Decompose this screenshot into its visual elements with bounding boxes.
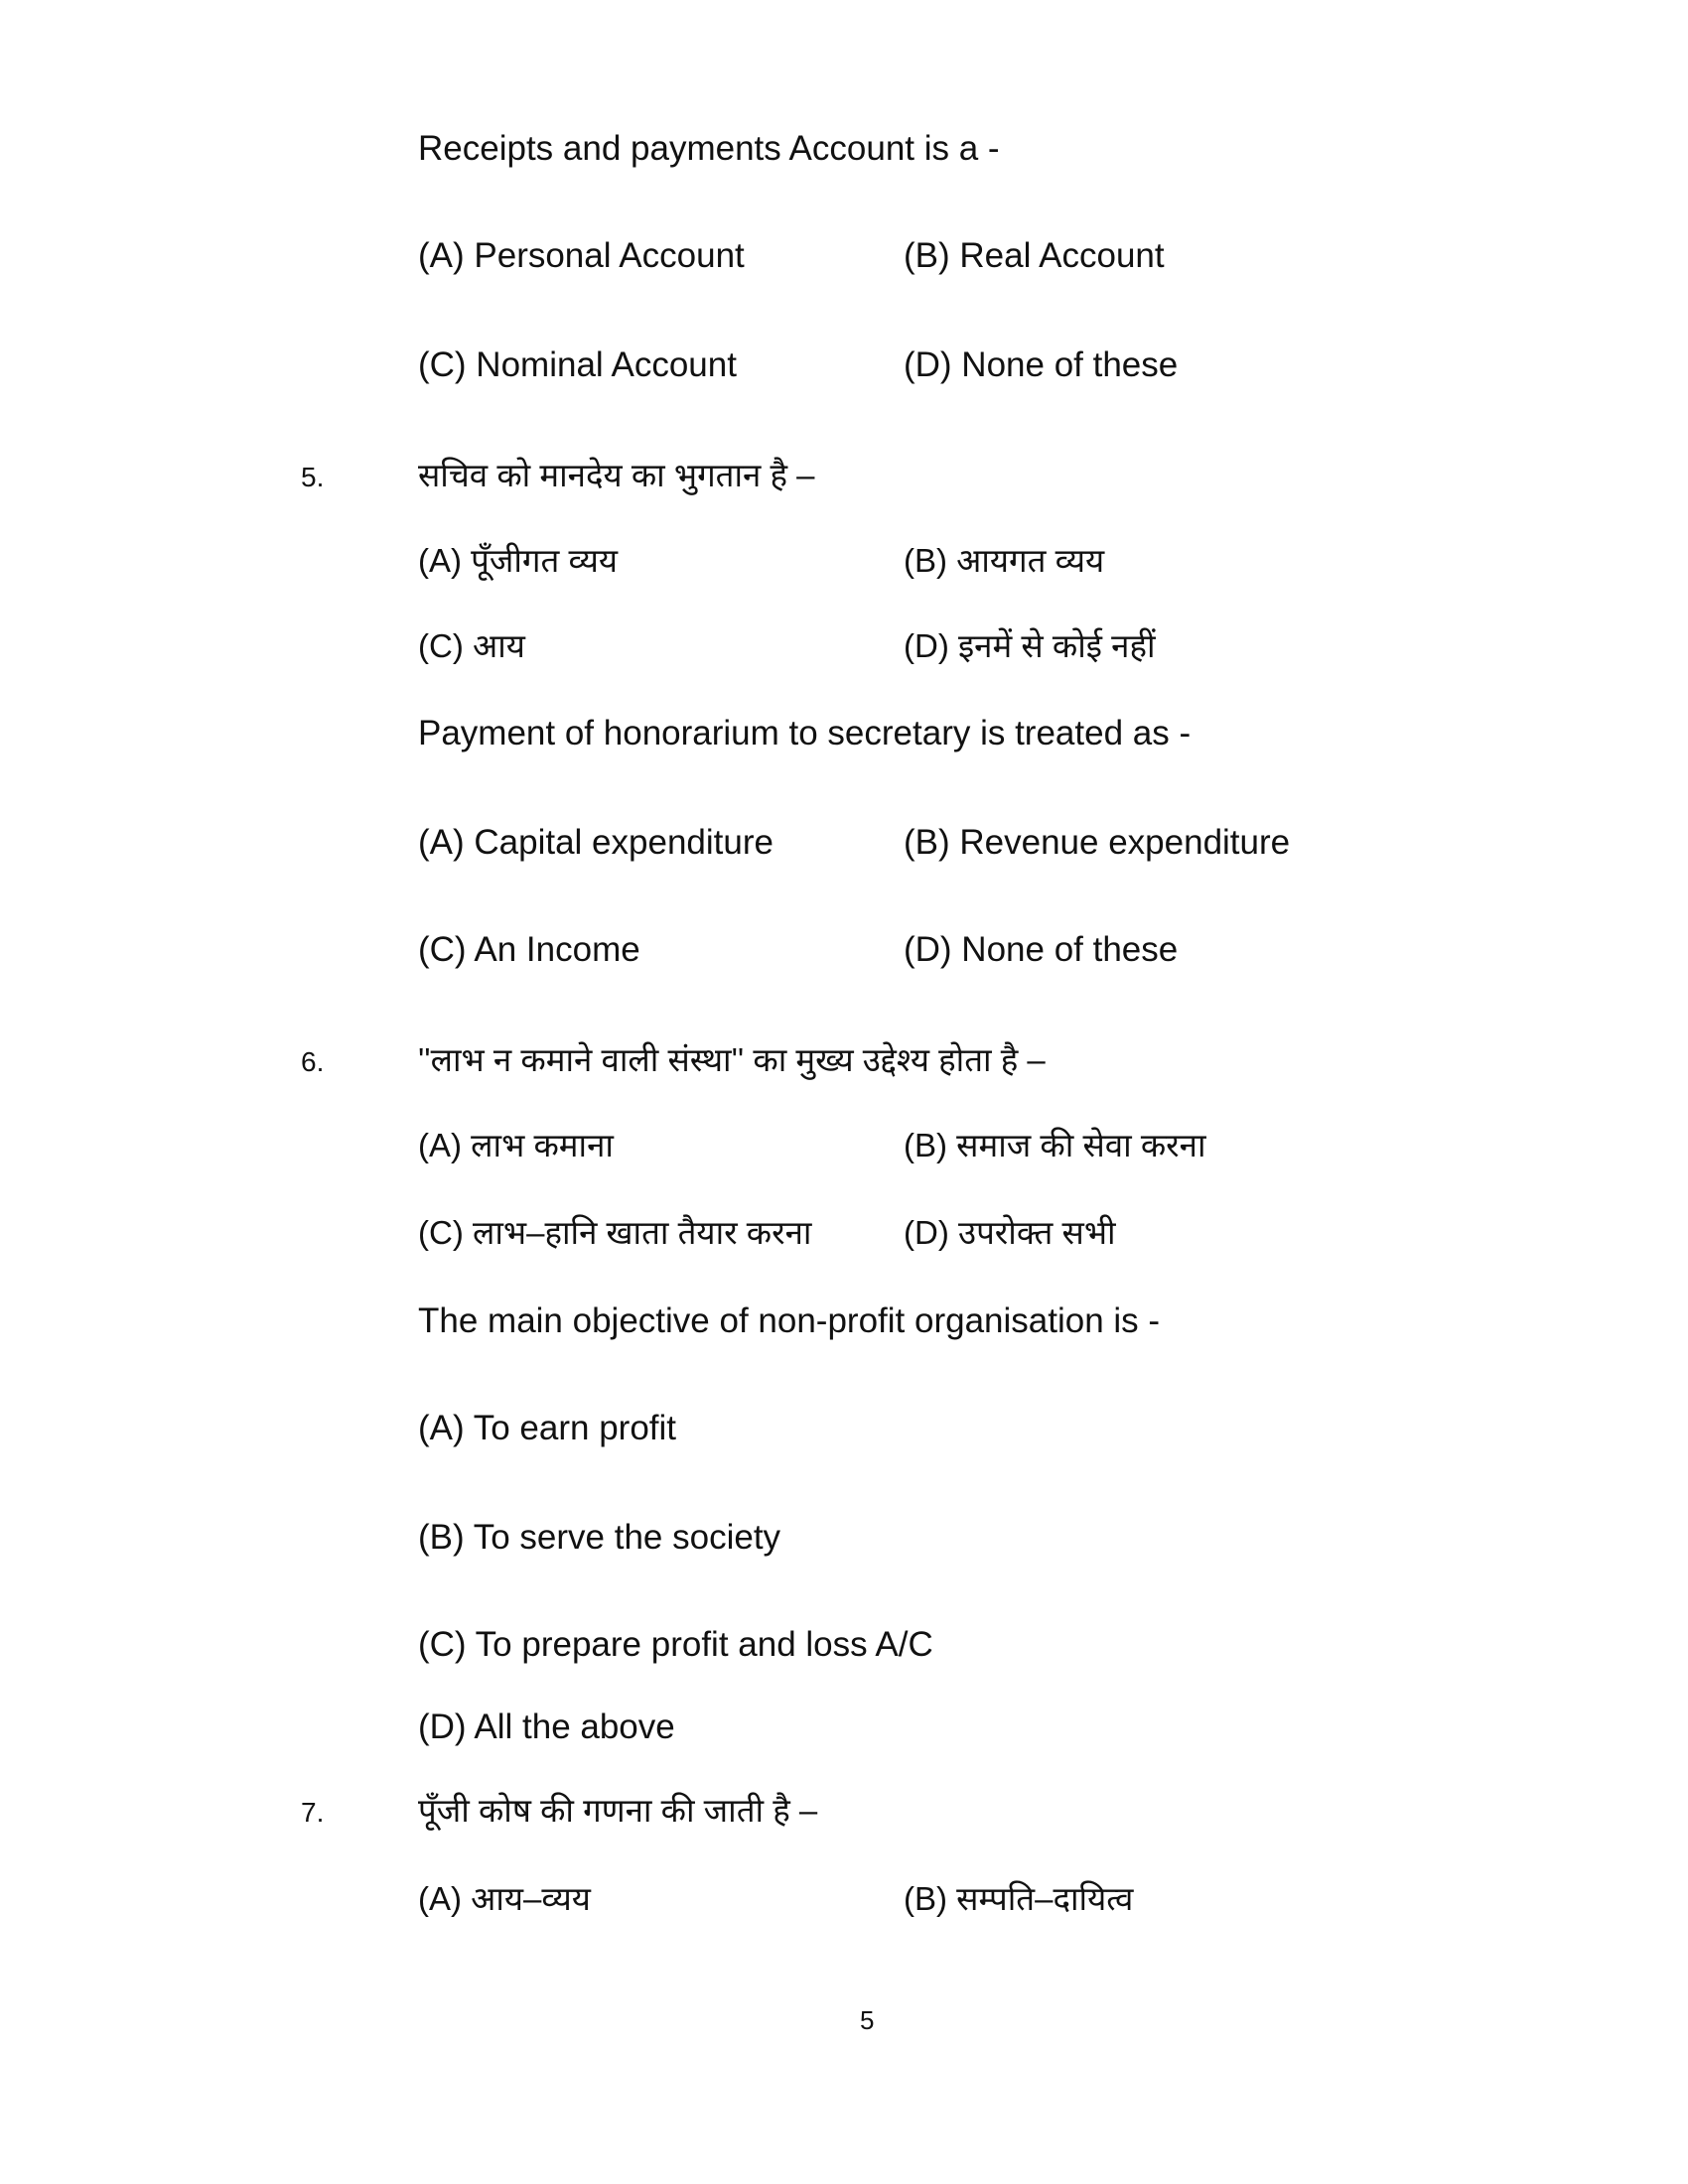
option-d: (D) All the above [418,1707,675,1746]
option-d: (D) उपरोक्त सभी [904,1214,1116,1251]
option-b: (B) समाज की सेवा करना [904,1127,1206,1163]
option-a: (A) लाभ कमाना [418,1127,614,1163]
option-c: (C) आय [418,627,525,664]
question-text: Receipts and payments Account is a - [418,129,1000,168]
option-a: (A) Personal Account [418,236,745,275]
question-number: 6. [301,1046,325,1077]
option-c: (C) To prepare profit and loss A/C [418,1625,933,1664]
question-text: ''लाभ न कमाने वाली संस्था'' का मुख्य उद्देश्य होता है – [418,1041,1046,1078]
option-c: (C) Nominal Account [418,345,737,384]
option-b: (B) Real Account [904,236,1165,275]
question-text: सचिव को मानदेय का भुगतान है – [418,457,815,493]
option-d: (D) None of these [904,930,1179,969]
option-b: (B) To serve the society [418,1518,781,1557]
option-a: (A) Capital expenditure [418,823,774,862]
option-d: (D) इनमें से कोई नहीं [904,627,1156,664]
option-c: (C) लाभ–हानि खाता तैयार करना [418,1214,812,1251]
question-number: 7. [301,1797,325,1828]
question-text: पूँजी कोष की गणना की जाती है – [418,1792,818,1829]
option-a: (A) पूँजीगत व्यय [418,542,619,579]
page-number: 5 [860,2005,875,2035]
question-text: The main objective of non-profit organisation is - [418,1301,1161,1340]
option-a: (A) To earn profit [418,1409,677,1447]
option-d: (D) None of these [904,345,1179,384]
option-b: (B) आयगत व्यय [904,542,1105,579]
question-text: Payment of honorarium to secretary is treated as - [418,714,1192,752]
question-number: 5. [301,462,325,492]
option-b: (B) Revenue expenditure [904,823,1291,862]
option-b: (B) सम्पति–दायित्व [904,1880,1134,1917]
option-a: (A) आय–व्यय [418,1880,591,1917]
option-c: (C) An Income [418,930,640,969]
